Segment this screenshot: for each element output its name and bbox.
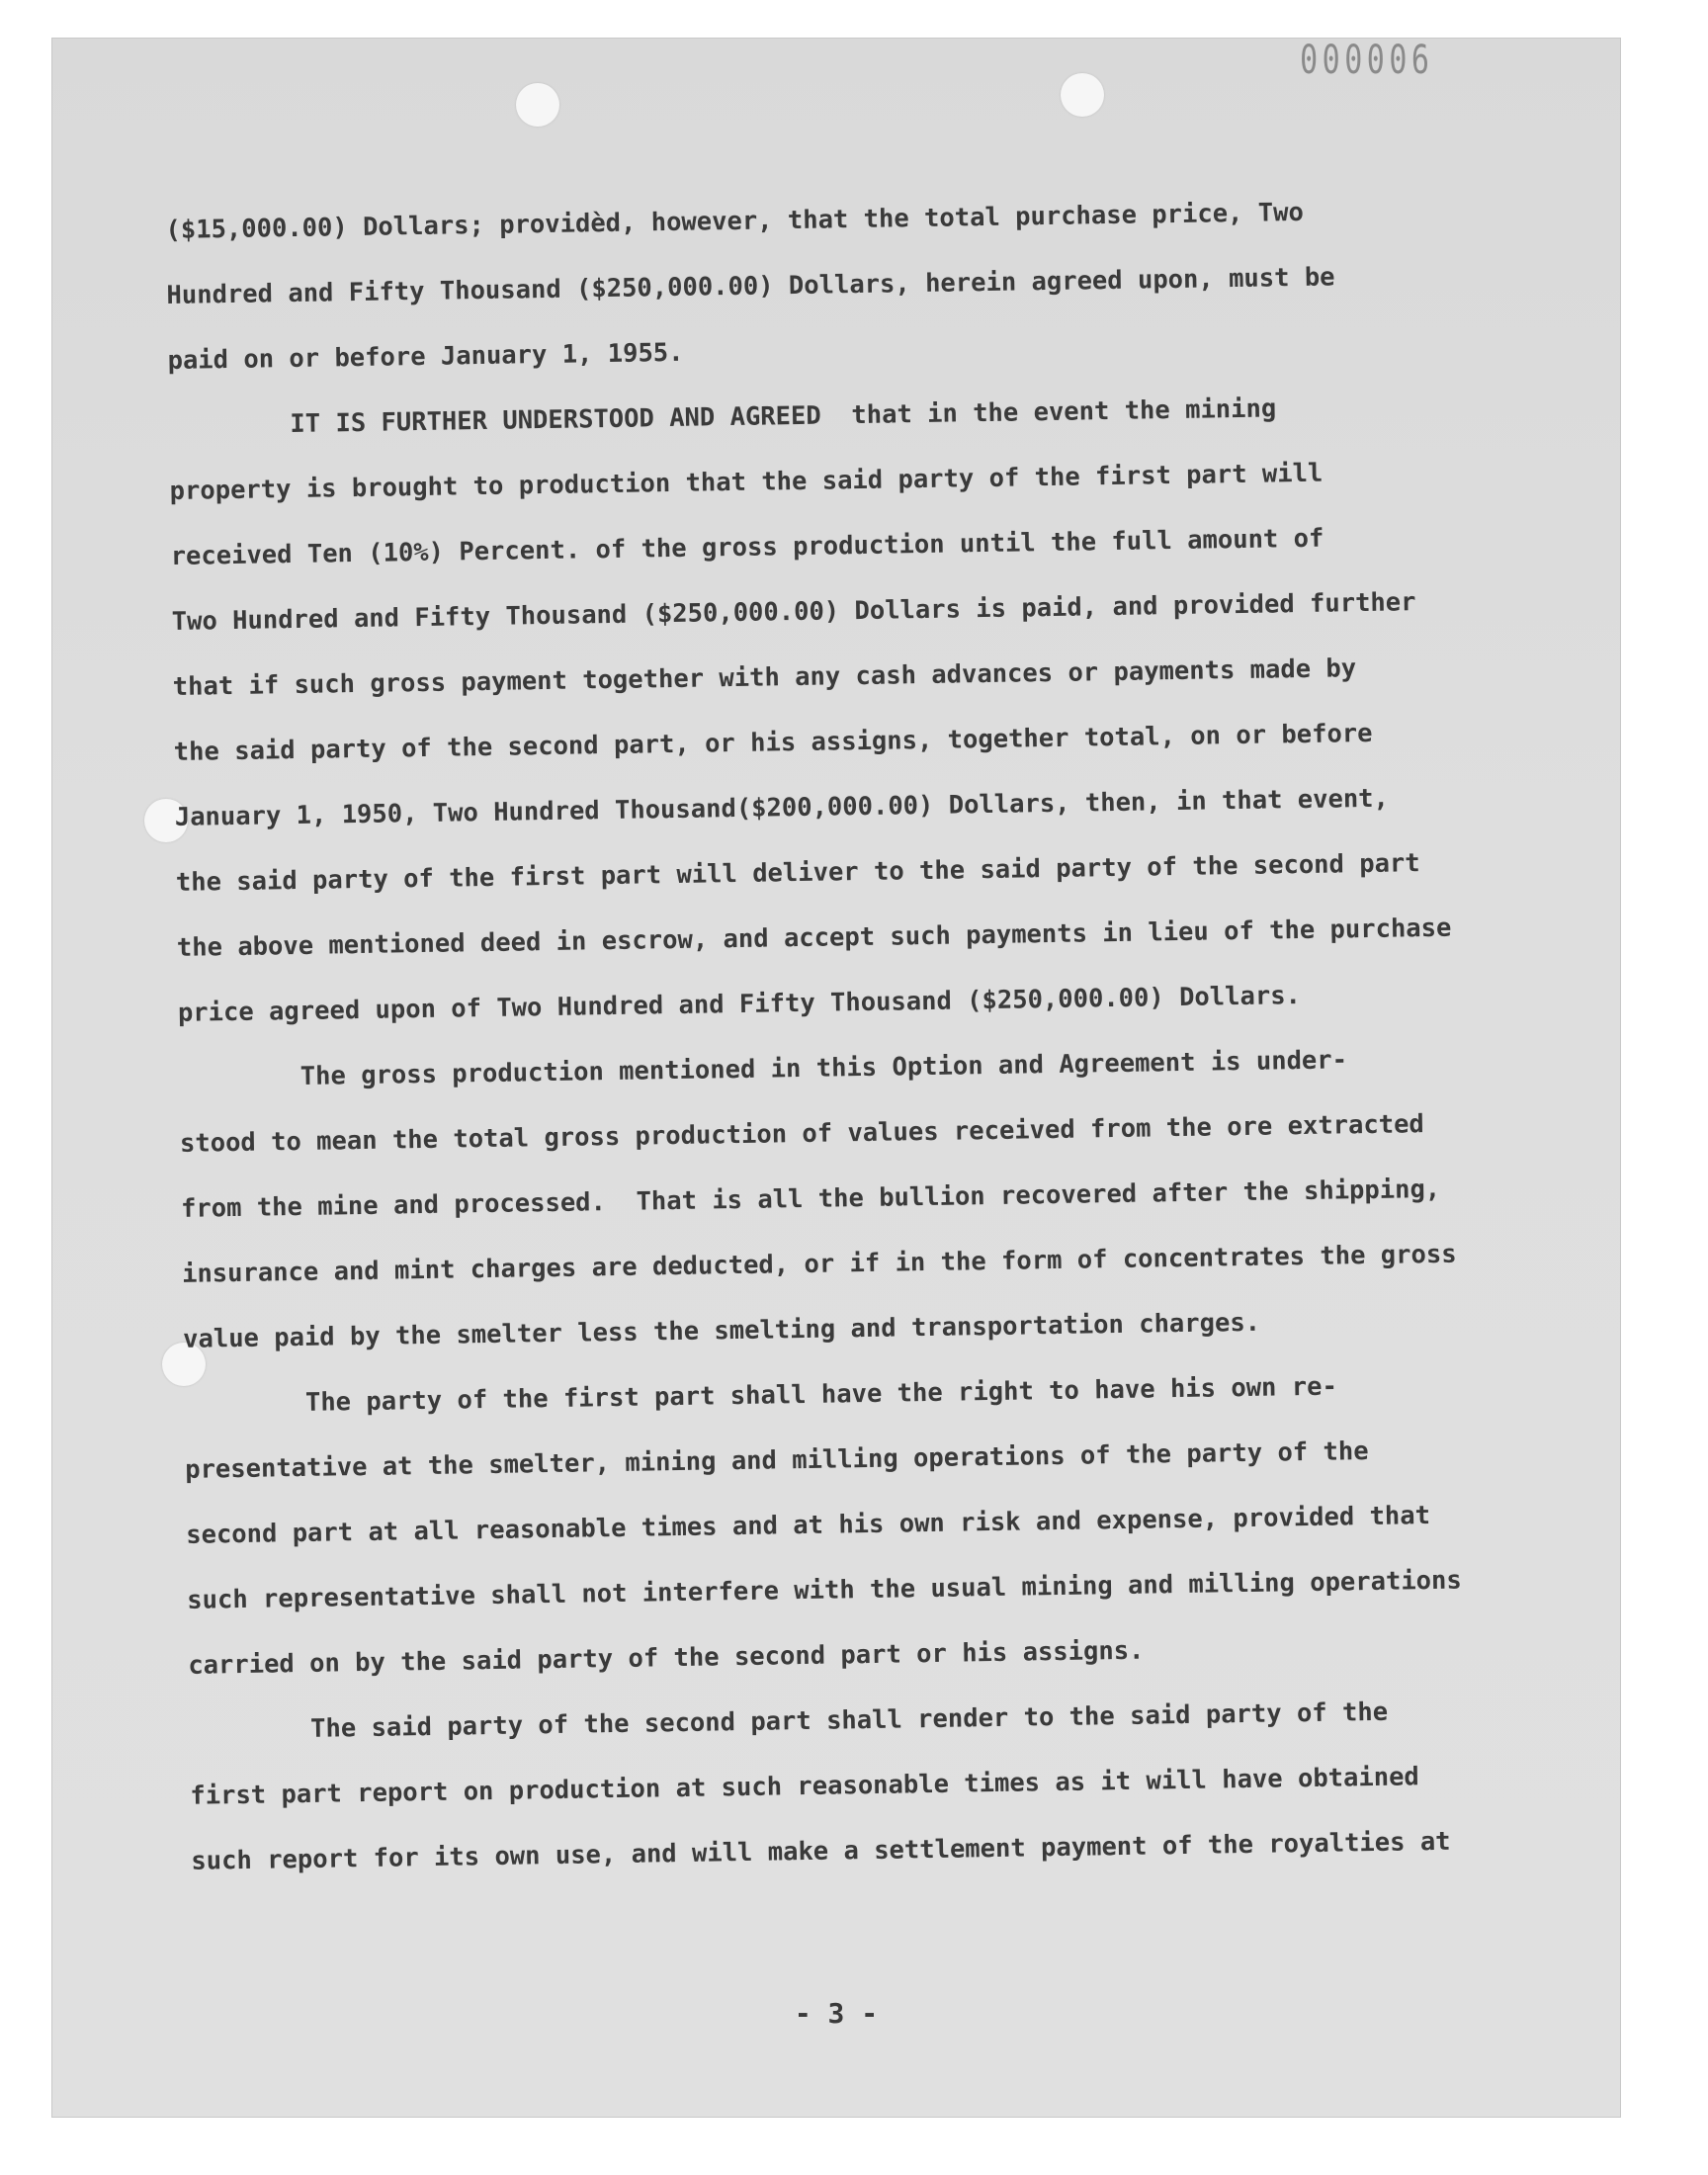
text-line: stood to mean the total gross production of values received from the ore extracted [179, 1109, 1425, 1159]
paragraph-3 [178, 1023, 1611, 1372]
paragraph-5 [189, 1676, 1620, 1894]
text-line: from the mine and processed. That is all the bullion recovered after the shipping, [180, 1174, 1441, 1224]
page-stamp-number: 000006 [1299, 38, 1433, 83]
text-line: insurance and mint charges are deducted, or if in the form of concentrates the gross [181, 1239, 1457, 1289]
text-line: January 1, 1950, Two Hundred Thousand($200,000.00) Dollars, then, in that event, [174, 783, 1390, 832]
text-line: IT IS FURTHER UNDERSTOOD AND AGREED that in the event the mining [168, 393, 1277, 441]
text-line: paid on or before January 1, 1955. [167, 337, 684, 376]
text-line: such report for its own use, and will make a settlement payment of the royalties at [191, 1826, 1451, 1876]
text-line: property is brought to production that the said party of the first part will [169, 458, 1324, 506]
text-line: presentative at the smelter, mining and milling operations of the party of the [184, 1436, 1369, 1485]
paragraph-4 [184, 1349, 1617, 1698]
text-line: the above mentioned deed in escrow, and accept such payments in lieu of the purchase [176, 913, 1452, 963]
text-line: the said party of the first part will deliver to the said party of the second part [175, 848, 1420, 898]
text-line: carried on by the said party of the second part or his assigns. [188, 1635, 1145, 1681]
text-line: ($15,000.00) Dollars; providèd, however, that the total purchase price, Two [165, 197, 1305, 245]
text-line: The said party of the second part shall render to the said party of the [189, 1696, 1389, 1746]
page-number: - 3 - [794, 1997, 879, 2030]
text-line: Hundred and Fifty Thousand ($250,000.00) Dollars, herein agreed upon, must be [166, 262, 1335, 310]
document-page [51, 38, 1621, 2118]
text-line: The party of the first part shall have the right to have his own re- [183, 1371, 1338, 1420]
punch-hole [516, 83, 559, 127]
text-line: received Ten (10%) Percent. of the gross production until the full amount of [170, 523, 1324, 571]
text-line: that if such gross payment together with any cash advances or payments made by [172, 653, 1357, 702]
punch-hole [1061, 73, 1104, 117]
text-line: first part report on production at such reasonable times as it will have obtained [190, 1762, 1420, 1811]
text-line: the said party of the second part, or his assigns, together total, on or before [173, 718, 1373, 767]
text-line: second part at all reasonable times and at his own risk and expense, provided that [186, 1501, 1431, 1550]
text-line: price agreed upon of Two Hundred and Fifty Thousand ($250,000.00) Dollars. [177, 981, 1302, 1028]
paragraph-1 [165, 175, 1596, 393]
text-line: The gross production mentioned in this Option and Agreement is under- [178, 1045, 1348, 1093]
document-body [165, 175, 1620, 1893]
text-line: such representative shall not interfere with the usual mining and milling operations [187, 1565, 1462, 1615]
text-line: value paid by the smelter less the smelting and transportation charges. [182, 1307, 1261, 1354]
paragraph-2 [168, 371, 1606, 1046]
text-line: Two Hundred and Fifty Thousand ($250,000.00) Dollars is paid, and provided further [171, 587, 1416, 637]
